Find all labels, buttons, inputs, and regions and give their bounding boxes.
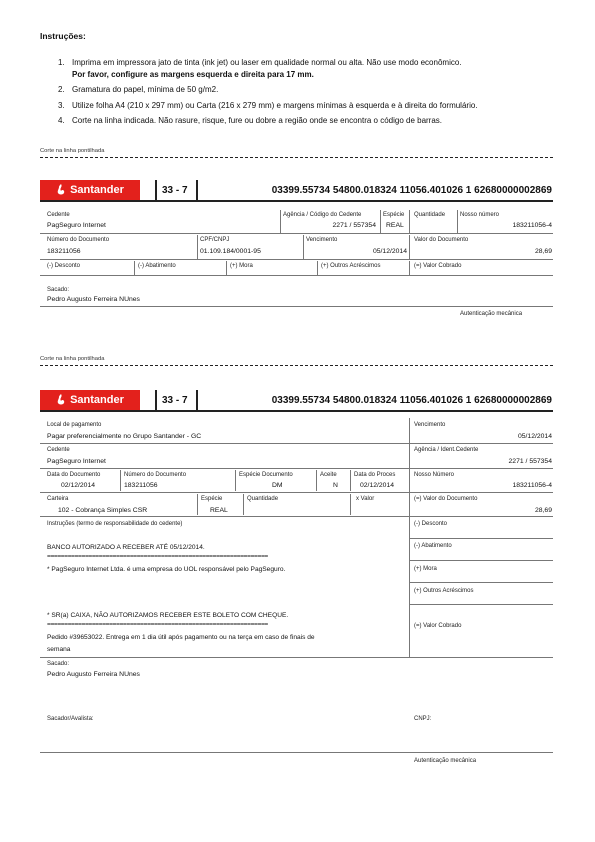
cut-line bbox=[40, 365, 553, 366]
row-rule bbox=[40, 752, 553, 753]
instrucoes-line-3: * SR(a) CAIXA, NÃO AUTORIZAMOS RECEBER ESTE BOLETO COM CHEQUE. bbox=[47, 612, 289, 619]
row-rule bbox=[40, 492, 553, 493]
row-rule bbox=[409, 560, 553, 561]
valor-cobrado-label: (=) Valor Cobrado bbox=[414, 263, 462, 269]
valor-documento-label: (=) Valor do Documento bbox=[414, 496, 478, 502]
nosso-numero-value: 183211056-4 bbox=[512, 222, 552, 229]
instrucoes-separator: ================================================================ bbox=[47, 621, 268, 628]
especie-label: Espécie bbox=[201, 496, 223, 502]
cpf-cnpj-label: CPF/CNPJ bbox=[200, 237, 230, 243]
especie-value: REAL bbox=[386, 222, 404, 229]
instruction-item-3: 3. Utilize folha A4 (210 x 297 mm) ou Carta (216 x 279 mm) e margens mínimas à esquerda e à direita do formulário. bbox=[58, 100, 478, 110]
cell-divider bbox=[409, 261, 410, 275]
local-label: Local de pagamento bbox=[47, 422, 102, 428]
cell-divider bbox=[243, 494, 244, 515]
row-rule bbox=[40, 443, 553, 444]
cell-divider bbox=[409, 235, 410, 259]
cell-divider bbox=[350, 470, 351, 491]
cedente-value: PagSeguro Internet bbox=[47, 458, 106, 465]
agencia-label: Agência / Ident.Cedente bbox=[414, 447, 479, 453]
outros-label: (+) Outros Acréscimos bbox=[414, 588, 474, 594]
vencimento-value: 05/12/2014 bbox=[517, 433, 552, 440]
cell-divider bbox=[120, 470, 121, 491]
instrucoes-separator: ================================================================ bbox=[47, 553, 268, 560]
header-rule bbox=[40, 200, 553, 202]
quantidade-label: Quantidade bbox=[414, 212, 446, 218]
data-processamento-value: 02/12/2014 bbox=[360, 482, 395, 489]
vencimento-label: Vencimento bbox=[414, 422, 446, 428]
bank-code: 33 - 7 bbox=[162, 185, 188, 196]
abatimento-label: (-) Abatimento bbox=[414, 543, 452, 549]
cell-divider bbox=[457, 210, 458, 233]
header-divider bbox=[155, 180, 157, 200]
valor-cobrado-label: (=) Valor Cobrado bbox=[414, 623, 462, 629]
row-rule bbox=[409, 582, 553, 583]
especie-documento-value: DM bbox=[272, 482, 283, 489]
autenticacao-label: Autenticação mecânica bbox=[414, 758, 477, 764]
header-divider bbox=[196, 390, 198, 410]
instructions-list bbox=[58, 55, 478, 129]
nosso-numero-value: 183211056-4 bbox=[512, 482, 552, 489]
mora-label: (+) Mora bbox=[414, 566, 437, 572]
x-valor-label: x Valor bbox=[356, 496, 375, 502]
instruction-item-4: 4. Corte na linha indicada. Não rasure, risque, fure ou dobre a região onde se encontra o código de barras. bbox=[58, 116, 443, 125]
cut-label: Corte na linha pontilhada bbox=[40, 356, 105, 362]
data-documento-value: 02/12/2014 bbox=[61, 482, 96, 489]
data-documento-label: Data do Documento bbox=[47, 472, 101, 478]
santander-logo: Santander bbox=[40, 180, 140, 200]
mora-label: (+) Mora bbox=[230, 263, 253, 269]
row-rule bbox=[40, 259, 553, 260]
flame-icon bbox=[56, 394, 66, 406]
sacado-value: Pedro Augusto Ferreira NUnes bbox=[47, 296, 140, 303]
outros-label: (+) Outros Acréscimos bbox=[321, 263, 381, 269]
vencimento-value: 05/12/2014 bbox=[372, 248, 407, 255]
numero-documento-label: Número do Documento bbox=[47, 237, 110, 243]
sacado-label: Sacado: bbox=[47, 661, 70, 667]
row-rule bbox=[40, 516, 553, 517]
aceite-label: Aceite bbox=[320, 472, 337, 478]
cell-divider bbox=[317, 261, 318, 275]
digitable-line: 03399.55734 54800.018324 11056.401026 1 62680000002869 bbox=[271, 185, 552, 196]
instrucoes-line-4: Pedido #39653022. Entrega em 1 dia útil após pagamento ou na terça em caso de finais de bbox=[47, 634, 315, 641]
sacado-label: Sacado: bbox=[47, 287, 70, 293]
row-rule bbox=[40, 233, 553, 234]
numero-documento-value: 183211056 bbox=[124, 482, 158, 489]
valor-documento-value: 28,69 bbox=[534, 507, 552, 514]
cell-divider bbox=[303, 235, 304, 259]
flame-icon bbox=[56, 184, 66, 196]
row-rule bbox=[40, 657, 553, 658]
desconto-label: (-) Desconto bbox=[414, 521, 448, 527]
especie-documento-label: Espécie Documento bbox=[239, 472, 293, 478]
cnpj-label: CNPJ: bbox=[414, 716, 432, 722]
cell-divider bbox=[350, 494, 351, 515]
cut-label: Corte na linha pontilhada bbox=[40, 148, 105, 154]
row-rule bbox=[40, 468, 553, 469]
instrucoes-line-2: * PagSeguro Internet Ltda. é uma empresa do UOL responsável pelo PagSeguro. bbox=[47, 566, 286, 573]
instruction-item-2: 2. Gramatura do papel, mínima de 50 g/m2. bbox=[58, 85, 219, 94]
desconto-label: (-) Desconto bbox=[47, 263, 81, 269]
row-rule bbox=[409, 604, 553, 605]
cell-divider bbox=[409, 210, 410, 233]
cedente-label: Cedente bbox=[47, 212, 70, 218]
carteira-label: Carteira bbox=[47, 496, 69, 502]
cell-divider bbox=[134, 261, 135, 275]
sacado-value: Pedro Augusto Ferreira NUnes bbox=[47, 671, 140, 678]
header-divider bbox=[155, 390, 157, 410]
sacador-label: Sacador/Avalista: bbox=[47, 716, 94, 722]
cpf-cnpj-value: 01.109.184/0001-95 bbox=[200, 248, 261, 255]
instrucoes-line-1: BANCO AUTORIZADO A RECEBER ATÉ 05/12/2014. bbox=[47, 544, 205, 551]
header-rule bbox=[40, 410, 553, 412]
cell-divider bbox=[380, 210, 381, 233]
header-divider bbox=[196, 180, 198, 200]
nosso-numero-label: Nosso número bbox=[460, 212, 500, 218]
abatimento-label: (-) Abatimento bbox=[138, 263, 176, 269]
valor-documento-label: Valor do Documento bbox=[414, 237, 469, 243]
instructions-title: Instruções: bbox=[40, 31, 86, 41]
santander-logo: Santander bbox=[40, 390, 140, 410]
agencia-label: Agência / Código do Cedente bbox=[283, 212, 362, 218]
nosso-numero-label: Nosso Número bbox=[414, 472, 455, 478]
row-rule bbox=[40, 275, 553, 276]
valor-documento-value: 28,69 bbox=[534, 248, 552, 255]
cell-divider bbox=[316, 470, 317, 491]
especie-label: Espécie bbox=[383, 212, 405, 218]
instrucoes-line-5: semana bbox=[47, 646, 71, 653]
row-rule bbox=[40, 306, 553, 307]
row-rule bbox=[409, 538, 553, 539]
cell-divider bbox=[235, 470, 236, 491]
cell-divider bbox=[197, 235, 198, 259]
quantidade-label: Quantidade bbox=[247, 496, 279, 502]
autenticacao-label: Autenticação mecânica bbox=[460, 311, 523, 317]
instruction-item-margins: Por favor, configure as margens esquerda e direita para 17 mm. bbox=[72, 69, 314, 79]
numero-documento-value: 183211056 bbox=[47, 248, 81, 255]
especie-value: REAL bbox=[210, 507, 228, 514]
bank-code: 33 - 7 bbox=[162, 395, 188, 406]
numero-documento-label: Número do Documento bbox=[124, 472, 187, 478]
cell-divider bbox=[197, 494, 198, 515]
vencimento-label: Vencimento bbox=[306, 237, 338, 243]
cedente-value: PagSeguro Internet bbox=[47, 222, 106, 229]
instruction-item-1: 1. Imprima em impressora jato de tinta (ink jet) ou laser em qualidade normal ou alta. Não use modo econômico. bbox=[58, 58, 462, 67]
instrucoes-label: Instruções (termo de responsabilidade do cedente) bbox=[47, 521, 183, 527]
cell-divider bbox=[226, 261, 227, 275]
data-processamento-label: Data do Proces bbox=[354, 472, 396, 478]
aceite-value: N bbox=[333, 482, 338, 489]
cut-line bbox=[40, 157, 553, 158]
carteira-value: 102 - Cobrança Simples CSR bbox=[58, 507, 148, 514]
cedente-label: Cedente bbox=[47, 447, 70, 453]
agencia-value: 2271 / 557354 bbox=[508, 458, 552, 465]
digitable-line: 03399.55734 54800.018324 11056.401026 1 62680000002869 bbox=[271, 395, 552, 406]
local-value: Pagar preferencialmente no Grupo Santander - GC bbox=[47, 433, 202, 440]
agencia-value: 2271 / 557354 bbox=[332, 222, 376, 229]
cell-divider bbox=[280, 210, 281, 233]
